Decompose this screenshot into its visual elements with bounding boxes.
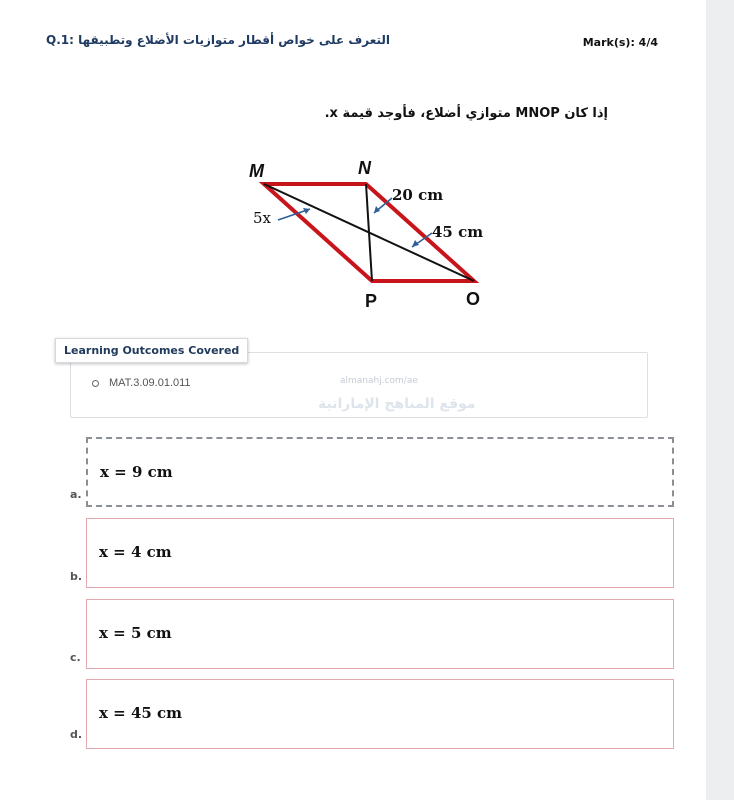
vertex-m: M <box>249 161 264 181</box>
label-20cm: 20 cm <box>392 186 444 204</box>
answer-option-b[interactable] <box>86 518 674 588</box>
watermark-text: موقع المناهج الإماراتية <box>318 396 476 412</box>
option-c-text: x = 5 cm <box>99 624 172 642</box>
label-45cm: 45 cm <box>432 223 484 241</box>
option-b-text: x = 4 cm <box>99 543 172 561</box>
answer-option-d[interactable] <box>86 679 674 749</box>
answer-option-a[interactable] <box>86 437 674 507</box>
bullet-icon <box>92 380 99 387</box>
marks-label: Mark(s): 4/4 <box>582 36 658 49</box>
option-d-letter: d. <box>70 728 83 741</box>
option-a-text: x = 9 cm <box>100 463 173 481</box>
answer-option-c[interactable] <box>86 599 674 669</box>
option-c-letter: c. <box>70 651 81 664</box>
learning-outcome-code: MAT.3.09.01.011 <box>109 377 191 389</box>
label-5x: 5x <box>253 209 272 227</box>
question-title <box>46 33 390 47</box>
vertex-n: N <box>358 158 371 178</box>
watermark-url: almanahj.com/ae <box>340 376 418 386</box>
learning-outcomes-heading: Learning Outcomes Covered <box>55 338 248 363</box>
option-b-letter: b. <box>70 570 83 583</box>
right-scroll-rail <box>706 0 734 800</box>
question-number: Q.1: <box>46 33 74 47</box>
parallelogram-figure <box>240 150 500 315</box>
option-d-text: x = 45 cm <box>99 704 183 722</box>
vertex-o: O <box>466 289 481 309</box>
question-prompt: إذا كان MNOP متوازي أضلاع، فأوجد قيمة x. <box>324 106 608 121</box>
question-topic: التعرف على خواص أقطار متوازيات الأضلاع وتطبيقها <box>78 33 391 47</box>
learning-outcome-item <box>92 377 191 389</box>
option-a-letter: a. <box>70 488 82 501</box>
vertex-p: P <box>365 291 378 311</box>
